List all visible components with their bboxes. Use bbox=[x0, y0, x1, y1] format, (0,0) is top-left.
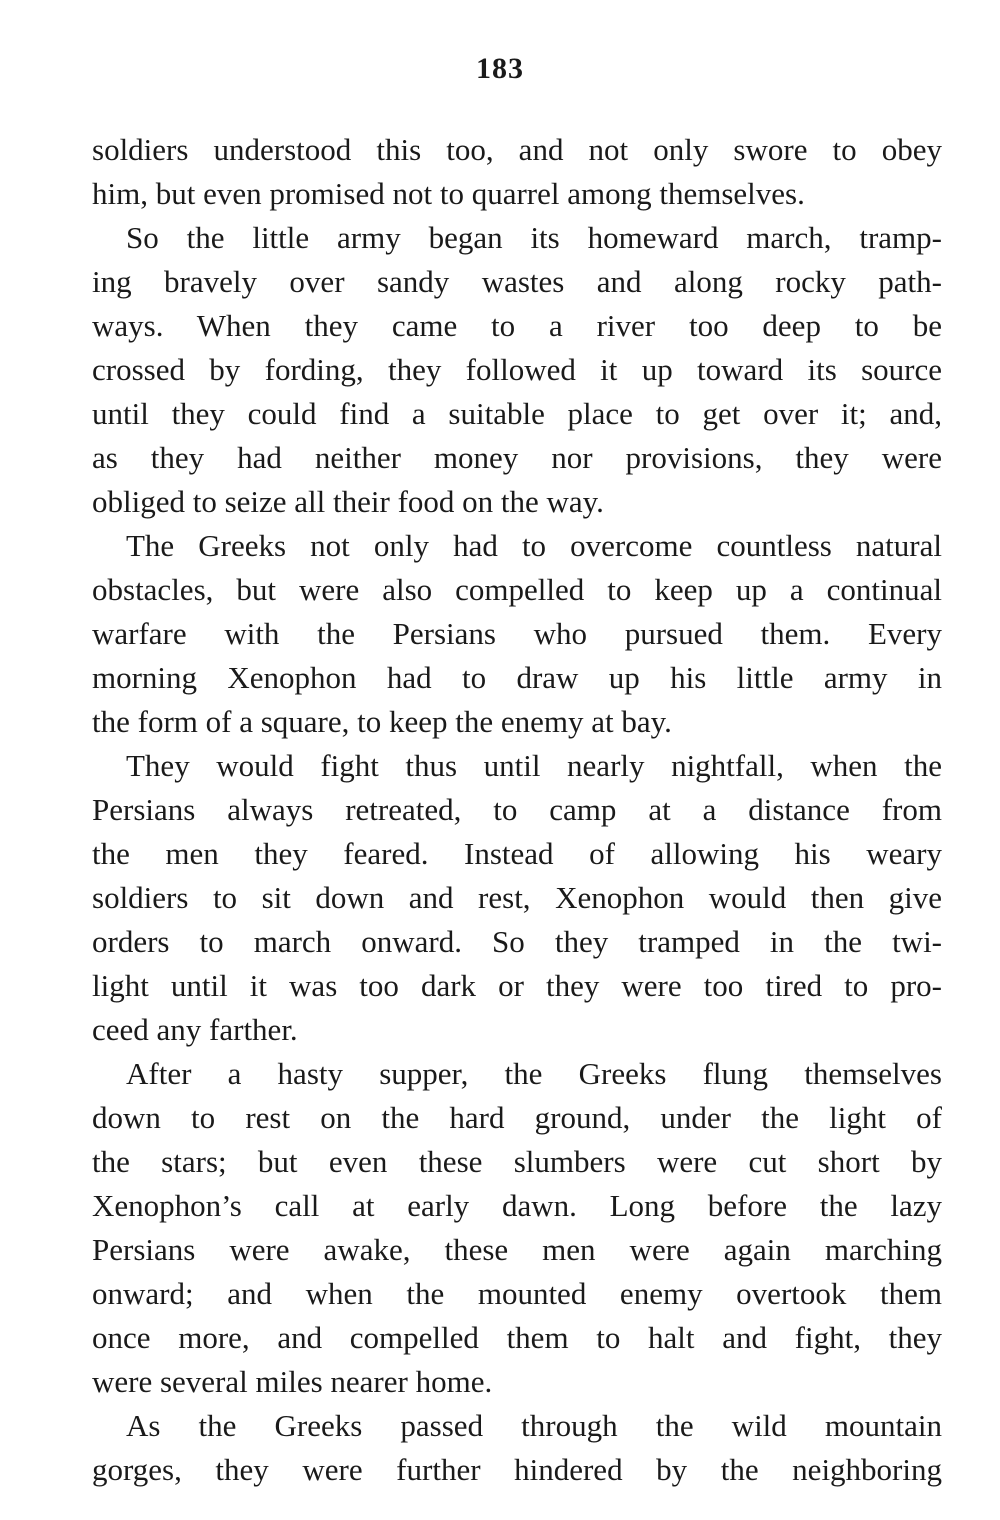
text-line: Persians always retreated, to camp at a distance from bbox=[92, 792, 942, 827]
body-text bbox=[92, 128, 942, 1492]
text-line: soldiers to sit down and rest, Xenophon would then give bbox=[92, 880, 942, 915]
text-line: orders to march onward. So they tramped in the twi- bbox=[92, 924, 942, 959]
text-line: morning Xenophon had to draw up his little army in bbox=[92, 660, 942, 695]
text-line: down to rest on the hard ground, under the light of bbox=[92, 1100, 942, 1135]
text-line: until they could find a suitable place to get over it; and, bbox=[92, 396, 942, 431]
text-line: ing bravely over sandy wastes and along rocky path- bbox=[92, 264, 942, 299]
text-line: once more, and compelled them to halt and fight, they bbox=[92, 1320, 942, 1355]
text-line: soldiers understood this too, and not only swore to obey bbox=[92, 132, 942, 167]
text-line: were several miles nearer home. bbox=[92, 1364, 493, 1399]
text-line: warfare with the Persians who pursued them. Every bbox=[92, 616, 942, 651]
text-line: ceed any farther. bbox=[92, 1012, 298, 1047]
paragraph-start-line: They would fight thus until nearly nightfall, when the bbox=[126, 748, 942, 783]
text-line: Persians were awake, these men were again marching bbox=[92, 1232, 942, 1267]
text-line: crossed by fording, they followed it up toward its source bbox=[92, 352, 942, 387]
text-line: the form of a square, to keep the enemy at bay. bbox=[92, 704, 672, 739]
paragraph-start-line: The Greeks not only had to overcome countless natural bbox=[126, 528, 942, 563]
page-number: 183 bbox=[476, 52, 524, 85]
text-line: obstacles, but were also compelled to keep up a continual bbox=[92, 572, 942, 607]
text-line: him, but even promised not to quarrel among themselves. bbox=[92, 176, 805, 211]
text-line: onward; and when the mounted enemy overtook them bbox=[92, 1276, 942, 1311]
paragraph-start-line: After a hasty supper, the Greeks flung themselves bbox=[126, 1056, 942, 1091]
text-line: as they had neither money nor provisions, they were bbox=[92, 440, 942, 475]
paragraph-start-line: As the Greeks passed through the wild mountain bbox=[126, 1408, 942, 1443]
text-line: obliged to seize all their food on the way. bbox=[92, 484, 604, 519]
text-line: Xenophon’s call at early dawn. Long before the lazy bbox=[92, 1188, 942, 1223]
paragraph-start-line: So the little army began its homeward march, tramp- bbox=[126, 220, 942, 255]
text-line: the stars; but even these slumbers were cut short by bbox=[92, 1144, 942, 1179]
text-line: light until it was too dark or they were too tired to pro- bbox=[92, 968, 942, 1003]
text-line: ways. When they came to a river too deep to be bbox=[92, 308, 942, 343]
text-line: the men they feared. Instead of allowing his weary bbox=[92, 836, 942, 871]
text-line: gorges, they were further hindered by the neighboring bbox=[92, 1452, 942, 1487]
